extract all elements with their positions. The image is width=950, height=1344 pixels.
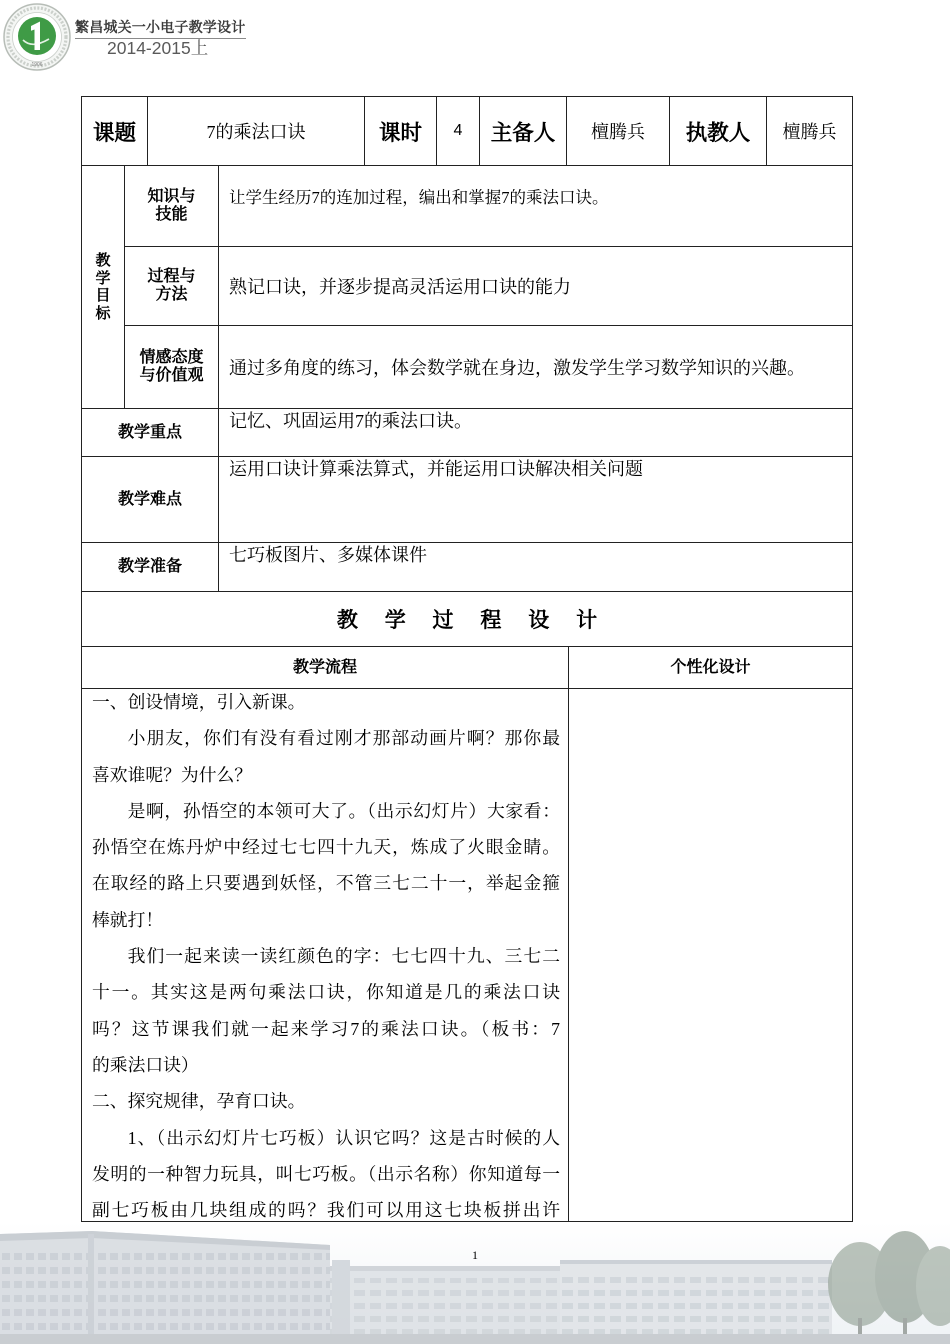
key-points-label-cell bbox=[82, 409, 219, 457]
objective-emotion-cell bbox=[219, 326, 853, 409]
paragraph-line: 发明的一种智力玩具，叫七巧板。（出示名称）你知道每一 bbox=[92, 1163, 560, 1184]
section-heading: 二、探究规律，孕育口诀。 bbox=[92, 1091, 306, 1112]
objectives-label-cell bbox=[82, 166, 125, 409]
period-cell bbox=[437, 97, 480, 166]
paragraph-line: 我们一起来读一读红颜色的字：七七四十九、三七二 bbox=[127, 946, 560, 967]
objective-knowledge-text: 让学生经历7的连加过程，编出和掌握7的乘法口诀。 bbox=[229, 188, 609, 207]
school-title: 繁昌城关一小电子教学设计 bbox=[75, 19, 246, 35]
middle-building bbox=[330, 1260, 560, 1344]
objective-process-label-cell bbox=[125, 247, 219, 326]
page-number: 1 bbox=[472, 1248, 478, 1262]
preparer-label: 主备人 bbox=[490, 120, 556, 145]
difficulties-text: 运用口诀计算乘法算式，并能运用口诀解决相关问题 bbox=[229, 459, 643, 479]
left-building bbox=[0, 1231, 330, 1344]
personal-header-cell bbox=[569, 647, 853, 689]
paragraph-line: 副七巧板由几块组成的吗？我们可以用这七块板拼出许 bbox=[92, 1200, 560, 1221]
lesson-plan-table bbox=[81, 96, 853, 1222]
objectives-label: 教学目标 bbox=[95, 252, 111, 322]
key-points-cell bbox=[219, 409, 853, 457]
objective-knowledge-cell bbox=[219, 166, 853, 247]
difficulties-label: 教学难点 bbox=[117, 490, 182, 508]
logo-year: 1906 bbox=[31, 62, 43, 68]
period-label-cell bbox=[365, 97, 437, 166]
teacher-label: 执教人 bbox=[685, 120, 751, 145]
topic-cell bbox=[148, 97, 365, 166]
paragraph-line: 吗？这节课我们就一起来学习7的乘法口诀。（板书：7 bbox=[92, 1018, 560, 1039]
flow-header: 教学流程 bbox=[292, 658, 357, 676]
teacher-cell bbox=[767, 97, 853, 166]
period-value: 4 bbox=[453, 122, 463, 139]
objective-knowledge-label-cell bbox=[125, 166, 219, 247]
period-label: 课时 bbox=[378, 120, 422, 145]
key-points-text: 记忆、巩固运用7的乘法口诀。 bbox=[229, 411, 472, 431]
paragraph-line: 孙悟空在炼丹炉中经过七七四十九天，炼成了火眼金睛。 bbox=[92, 837, 560, 858]
topic-label-cell bbox=[82, 97, 148, 166]
objective-process-cell bbox=[219, 247, 853, 326]
teacher-value: 檀腾兵 bbox=[782, 122, 837, 142]
topic-value: 7的乘法口诀 bbox=[206, 122, 306, 142]
difficulties-cell bbox=[219, 457, 853, 543]
objective-process-label bbox=[147, 268, 195, 304]
teacher-label-cell bbox=[670, 97, 767, 166]
paragraph-line: 棒就打！ bbox=[92, 909, 164, 930]
school-logo-icon bbox=[2, 2, 72, 72]
objective-emotion-label-cell bbox=[125, 326, 219, 409]
section-heading: 一、创设情境，引入新课。 bbox=[92, 692, 306, 712]
label-line: 知识与 bbox=[147, 188, 196, 205]
ground bbox=[0, 1334, 950, 1344]
preparation-cell bbox=[219, 543, 853, 592]
flow-header-cell bbox=[82, 647, 569, 689]
objective-knowledge-label bbox=[147, 188, 195, 224]
objective-emotion-label bbox=[139, 349, 203, 385]
key-points-label: 教学重点 bbox=[117, 423, 182, 441]
label-line: 方法 bbox=[155, 286, 188, 303]
paragraph-line: 的乘法口诀） bbox=[92, 1054, 199, 1075]
label-line: 技能 bbox=[155, 206, 188, 223]
preparer-label-cell bbox=[480, 97, 567, 166]
school-building-image bbox=[0, 1222, 950, 1344]
paragraph-line: 是啊，孙悟空的本领可大了。（出示幻灯片）大家看： bbox=[127, 800, 560, 821]
paragraph-line: 小朋友，你们有没有看过刚才那部动画片啊？那你最 bbox=[127, 728, 560, 749]
preparation-label: 教学准备 bbox=[117, 558, 182, 575]
label-line: 与价值观 bbox=[139, 367, 204, 384]
topic-label: 课题 bbox=[92, 120, 136, 145]
preparation-label-cell bbox=[82, 543, 219, 592]
personal-header: 个性化设计 bbox=[670, 658, 751, 676]
paragraph-line: 喜欢谁呢？为什么？ bbox=[92, 764, 253, 785]
label-line: 过程与 bbox=[147, 268, 196, 285]
process-title: 教 学 过 程 设 计 bbox=[336, 608, 608, 632]
paragraph-line: 1、（出示幻灯片七巧板）认识它吗？这是古时候的人 bbox=[127, 1127, 560, 1148]
personal-design-cell bbox=[569, 689, 853, 1222]
preparer-cell bbox=[567, 97, 670, 166]
preparer-value: 檀腾兵 bbox=[591, 122, 645, 142]
objective-process-text: 熟记口诀，并逐步提高灵活运用口诀的能力 bbox=[229, 277, 571, 297]
difficulties-label-cell bbox=[82, 457, 219, 543]
paragraph-line: 在取经的路上只要遇到妖怪，不管三七二十一，举起金箍 bbox=[92, 873, 560, 894]
process-title-cell bbox=[82, 592, 853, 647]
right-building bbox=[560, 1260, 832, 1344]
paragraph-line: 十一。其实这是两句乘法口诀，你知道是几的乘法口诀 bbox=[92, 982, 560, 1003]
label-line: 情感态度 bbox=[139, 349, 204, 366]
objective-emotion-text: 通过多角度的练习，体会数学就在身边，激发学生学习数学知识的兴趣。 bbox=[229, 358, 805, 378]
teaching-flow-cell bbox=[82, 689, 569, 1222]
school-term: 2014-2015上 bbox=[107, 38, 209, 58]
preparation-text: 七巧板图片、多媒体课件 bbox=[229, 545, 427, 565]
